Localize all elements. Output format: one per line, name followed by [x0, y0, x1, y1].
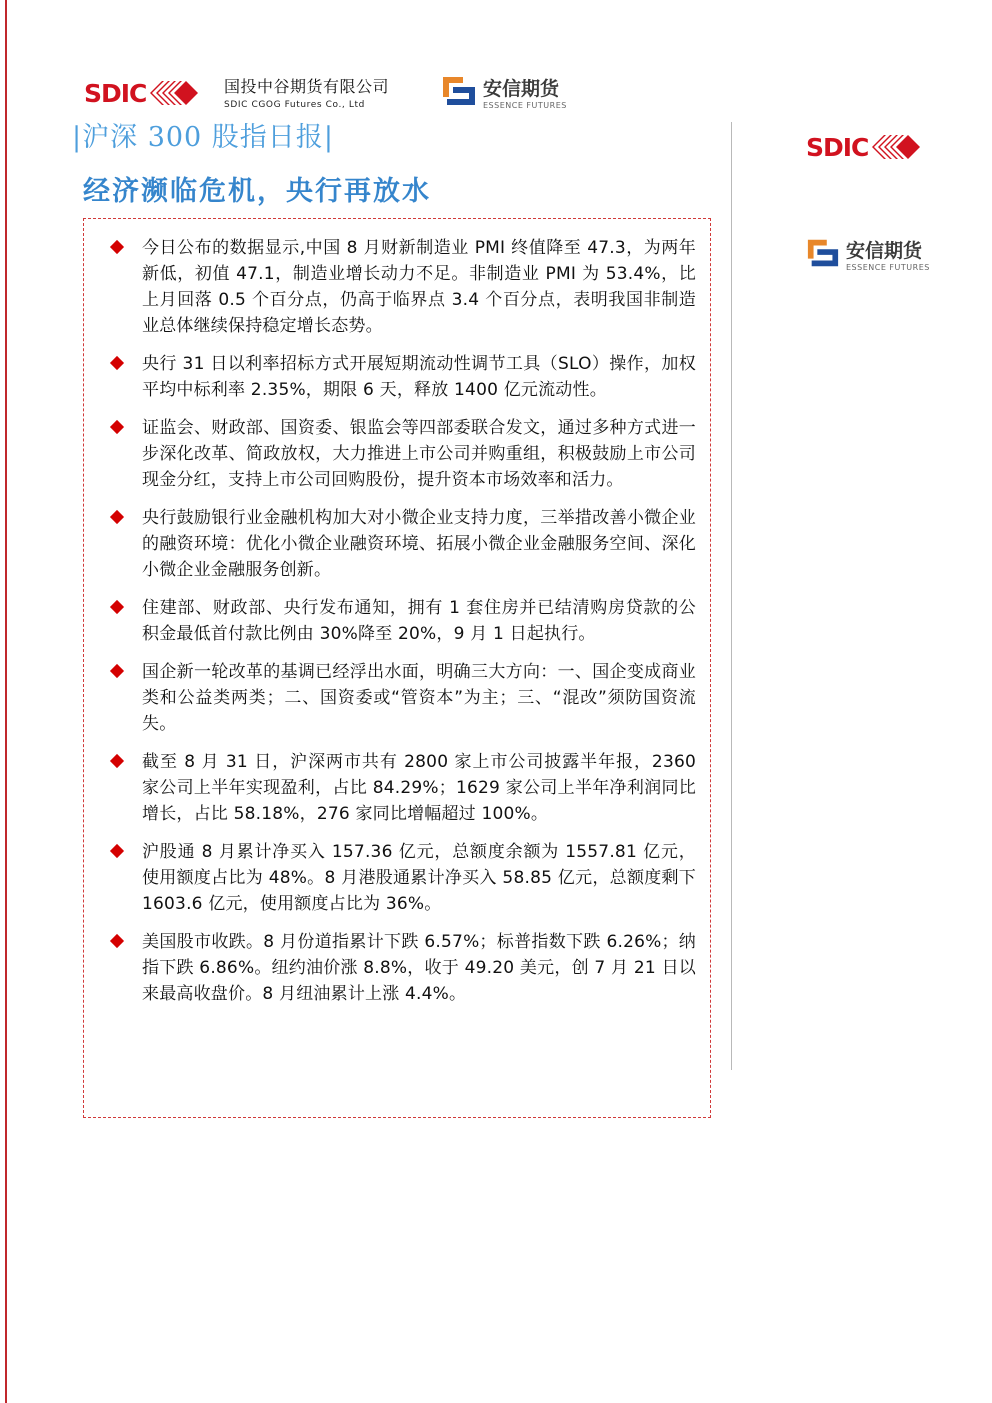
news-text: 住建部、财政部、央行发布通知，拥有 1 套住房并已结清购房贷款的公积金最低首付款比例由 30%降至 20%，9 月 1 日起执行。 — [142, 598, 696, 644]
company-name-cn: 国投中谷期货有限公司 — [224, 77, 390, 96]
news-item — [106, 749, 696, 827]
news-text: 沪股通 8 月累计净买入 157.36 亿元，总额度余额为 1557.81 亿元，使用额度占比为 48%。8 月港股通累计净买入 58.85 亿元，总额度剩下 1603.6 亿元，使用额度占比为 36%。 — [142, 842, 696, 914]
report-headline: 经济濒临危机，央行再放水 — [83, 176, 431, 207]
news-text: 央行鼓励银行业金融机构加大对小微企业支持力度，三举措改善小微企业的融资环境：优化小微企业融资环境、拓展小微企业金融服务空间、深化小微企业金融服务创新。 — [142, 508, 696, 580]
news-item — [106, 235, 696, 339]
sidebar-essence-logo — [806, 234, 930, 272]
news-list — [106, 235, 696, 1019]
header-sdic-wordmark: SDIC — [84, 78, 147, 108]
sidebar-sdic-diamond-logo-icon — [870, 132, 922, 162]
news-text: 今日公布的数据显示,中国 8 月财新制造业 PMI 终值降至 47.3，为两年新低，初值 47.1，制造业增长动力不足。非制造业 PMI 为 53.4%，比上月回落 0.5 个百分点，仍高于临界点 3.4 个百分点，表明我国非制造业总体继续保持稳定增长态势。 — [142, 238, 696, 336]
red-diamond-bullet-icon — [110, 510, 124, 524]
red-diamond-bullet-icon — [110, 754, 124, 768]
news-item — [106, 351, 696, 403]
news-text: 国企新一轮改革的基调已经浮出水面，明确三大方向：一、国企变成商业类和公益类两类；二、国资委或“管资本”为主；三、“混改”须防国资流失。 — [142, 662, 696, 734]
red-diamond-bullet-icon — [110, 664, 124, 678]
red-diamond-bullet-icon — [110, 934, 124, 948]
header-essence-name-cn: 安信期货 — [483, 78, 560, 100]
red-diamond-bullet-icon — [110, 356, 124, 370]
sidebar-sdic-logo — [806, 132, 922, 162]
report-title-text: 沪深 300 股指日报 — [82, 122, 324, 153]
header-essence-logo — [441, 72, 567, 110]
red-diamond-bullet-icon — [110, 600, 124, 614]
sidebar-divider — [731, 122, 732, 1070]
news-item — [106, 839, 696, 917]
title-left-bar: | — [72, 122, 83, 153]
news-text: 美国股市收跌。8 月份道指累计下跌 6.57%；标普指数下跌 6.26%；纳指下跌 6.86%。纽约油价涨 8.8%，收于 49.20 美元，创 7 月 21 日以来最高收盘价。8 月纽油累计上涨 4.4%。 — [142, 932, 696, 1004]
sidebar-essence-name-en: ESSENCE FUTURES — [846, 263, 930, 272]
sidebar-essence-wordmark — [846, 234, 930, 272]
company-name-block — [224, 78, 389, 111]
header-essence-name-en: ESSENCE FUTURES — [483, 101, 567, 110]
red-diamond-bullet-icon — [110, 844, 124, 858]
essence-square-logo-icon — [441, 75, 477, 107]
red-diamond-bullet-icon — [110, 420, 124, 434]
sidebar-essence-name-cn: 安信期货 — [846, 240, 923, 262]
report-title — [72, 118, 334, 158]
sidebar-sdic-wordmark: SDIC — [806, 132, 869, 162]
news-item — [106, 595, 696, 647]
header-sdic-logo — [84, 78, 200, 108]
header-essence-wordmark — [483, 72, 567, 110]
news-item — [106, 415, 696, 493]
red-diamond-bullet-icon — [110, 240, 124, 254]
page-left-rule — [5, 0, 7, 1403]
news-item — [106, 929, 696, 1007]
news-text: 央行 31 日以利率招标方式开展短期流动性调节工具（SLO）操作，加权平均中标利率 2.35%，期限 6 天，释放 1400 亿元流动性。 — [142, 354, 696, 400]
sdic-diamond-logo-icon — [148, 78, 200, 108]
news-item — [106, 505, 696, 583]
news-text: 证监会、财政部、国资委、银监会等四部委联合发文，通过多种方式进一步深化改革、简政放权，大力推进上市公司并购重组，积极鼓励上市公司现金分红，支持上市公司回购股份，提升资本市场效率和活力。 — [142, 418, 696, 490]
news-text: 截至 8 月 31 日，沪深两市共有 2800 家上市公司披露半年报，2360 家公司上半年实现盈利，占比 84.29%；1629 家公司上半年净利润同比增长，占比 58.18%，276 家同比增幅超过 100%。 — [142, 752, 696, 824]
company-name-en: SDIC CGOG Futures Co., Ltd — [224, 100, 365, 110]
news-item — [106, 659, 696, 737]
news-box — [83, 218, 711, 1118]
title-right-bar: | — [323, 122, 334, 153]
sidebar-essence-square-logo-icon — [806, 237, 840, 269]
